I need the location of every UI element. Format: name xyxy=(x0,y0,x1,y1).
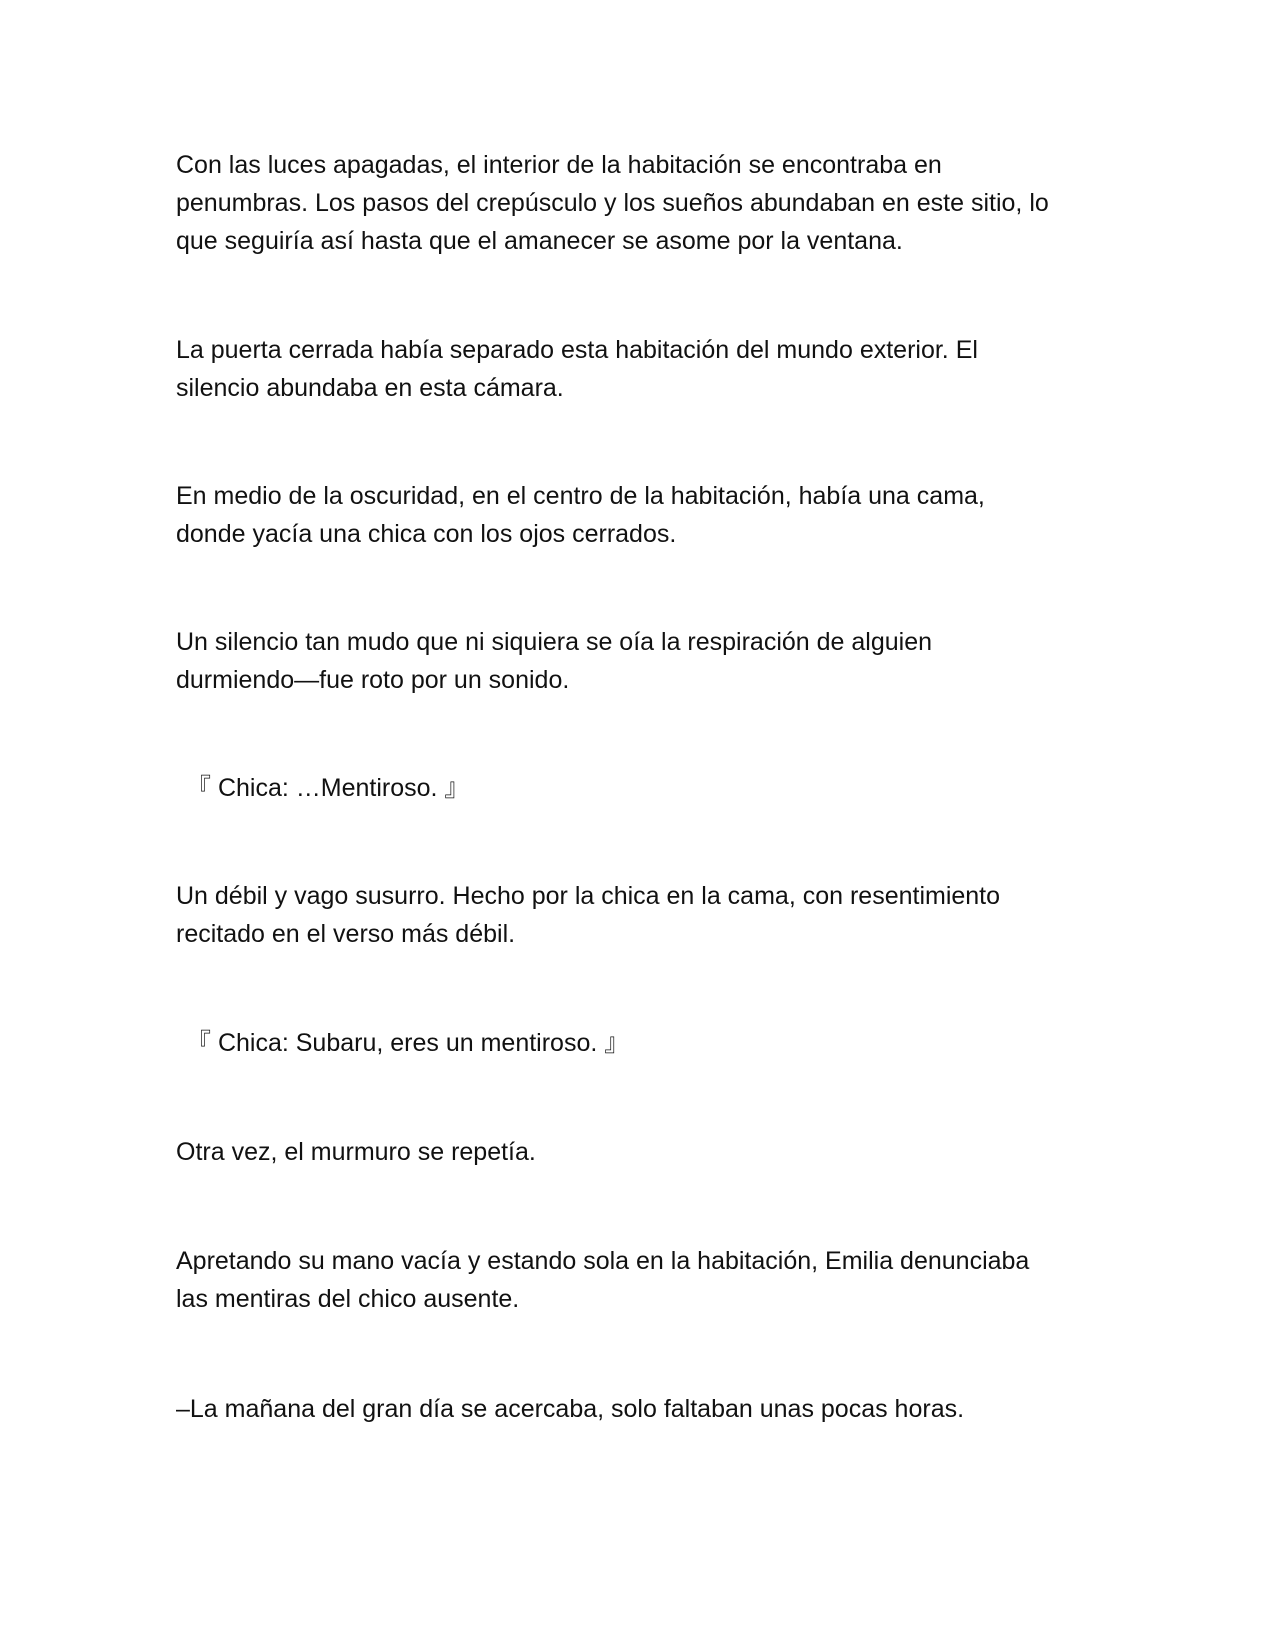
paragraph-7: Apretando su mano vacía y estando sola en la habitación, Emilia denunciaba las mentiras del chico ausente. xyxy=(176,1247,1030,1313)
paragraph-6: Otra vez, el murmuro se repetía. xyxy=(176,1138,536,1166)
paragraph-8: –La mañana del gran día se acercaba, solo faltaban unas pocas horas. xyxy=(176,1395,965,1423)
paragraph-4: Un silencio tan mudo que ni siquiera se oía la respiración de alguien durmiendo—fue roto por un sonido. xyxy=(176,628,933,694)
dialogue-line-2: 『 Chica: Subaru, eres un mentiroso. 』 xyxy=(186,1029,630,1057)
paragraph-2: La puerta cerrada había separado esta habitación del mundo exterior. El silencio abundaba en esta cámara. xyxy=(176,336,978,402)
paragraph-1: Con las luces apagadas, el interior de la habitación se encontraba en penumbras. Los pasos del crepúsculo y los sueños abundaban en este sitio, lo que seguiría así hasta que el amanecer se asome por la ventana. xyxy=(176,151,1049,255)
paragraph-5: Un débil y vago susurro. Hecho por la chica en la cama, con resentimiento recitado en el verso más débil. xyxy=(176,882,1001,948)
paragraph-3: En medio de la oscuridad, en el centro de la habitación, había una cama, donde yacía una chica con los ojos cerrados. xyxy=(176,482,985,548)
dialogue-line-1: 『 Chica: …Mentiroso. 』 xyxy=(186,774,470,802)
